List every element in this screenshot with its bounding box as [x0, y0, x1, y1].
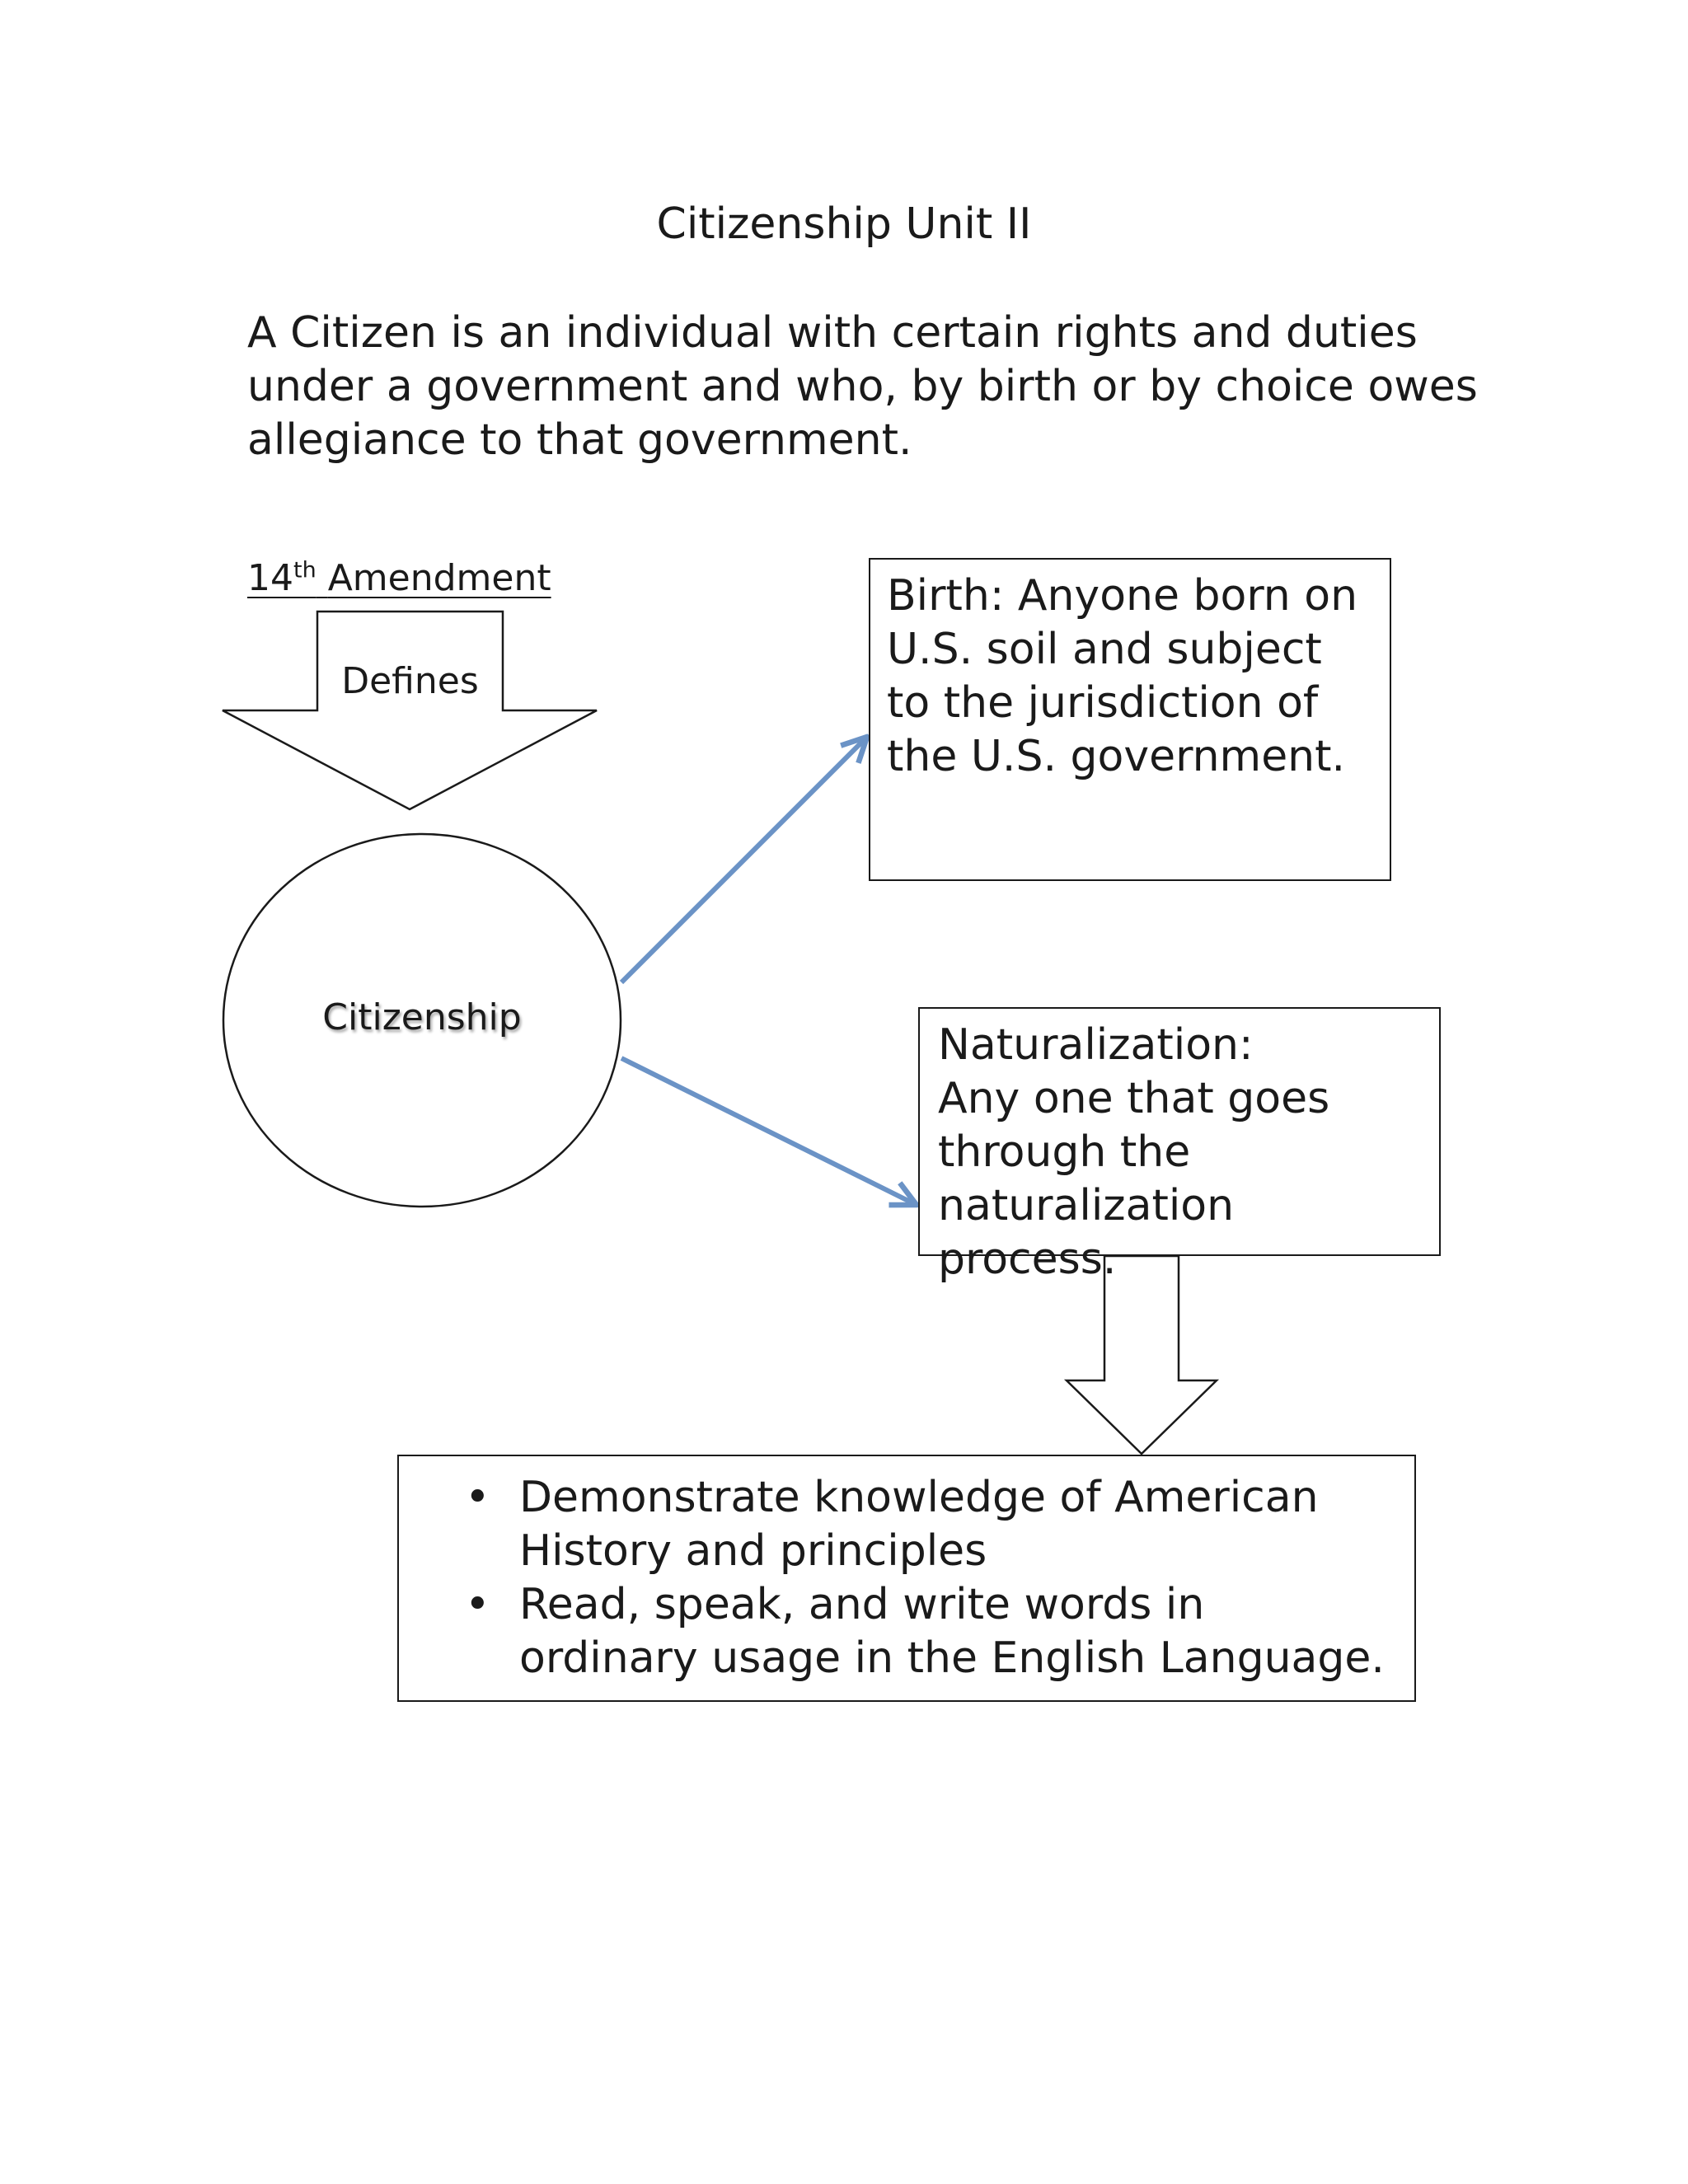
amendment-label: Amendment — [327, 557, 551, 599]
amendment-ordinal-suffix: th — [293, 557, 316, 583]
defines-label: Defines — [341, 660, 479, 702]
requirements-list — [399, 1471, 1390, 1685]
connector-arrow-to-birth — [621, 737, 867, 982]
list-item — [399, 1578, 1390, 1685]
requirement-text: Demonstrate knowledge of American History and principles — [519, 1473, 1319, 1576]
naturalization-text: Any one that goes through the naturalization process. — [938, 1074, 1330, 1284]
defines-down-arrow — [223, 612, 597, 809]
citizen-definition: A Citizen is an individual with certain rights and duties under a government and who, by birth or by choice owes allegiance to that government. — [247, 308, 1478, 465]
list-item — [399, 1471, 1390, 1578]
bullet: • — [465, 1473, 490, 1522]
naturalization-heading: Naturalization: — [938, 1020, 1254, 1070]
requirements-box — [397, 1455, 1416, 1702]
naturalization-box — [918, 1007, 1441, 1284]
citizenship-label: Citizenship — [322, 996, 522, 1038]
amendment-number: 14 — [247, 557, 293, 599]
bullet: • — [465, 1580, 490, 1629]
requirement-text: Read, speak, and write words in ordinary usage in the English Language. — [519, 1580, 1385, 1683]
page-title: Citizenship Unit II — [656, 199, 1032, 249]
birth-text: Birth: Anyone born on U.S. soil and subject to the jurisdiction of the U.S. government. — [887, 571, 1358, 781]
connector-arrow-to-naturalization — [621, 1058, 917, 1205]
birth-box — [869, 558, 1391, 881]
